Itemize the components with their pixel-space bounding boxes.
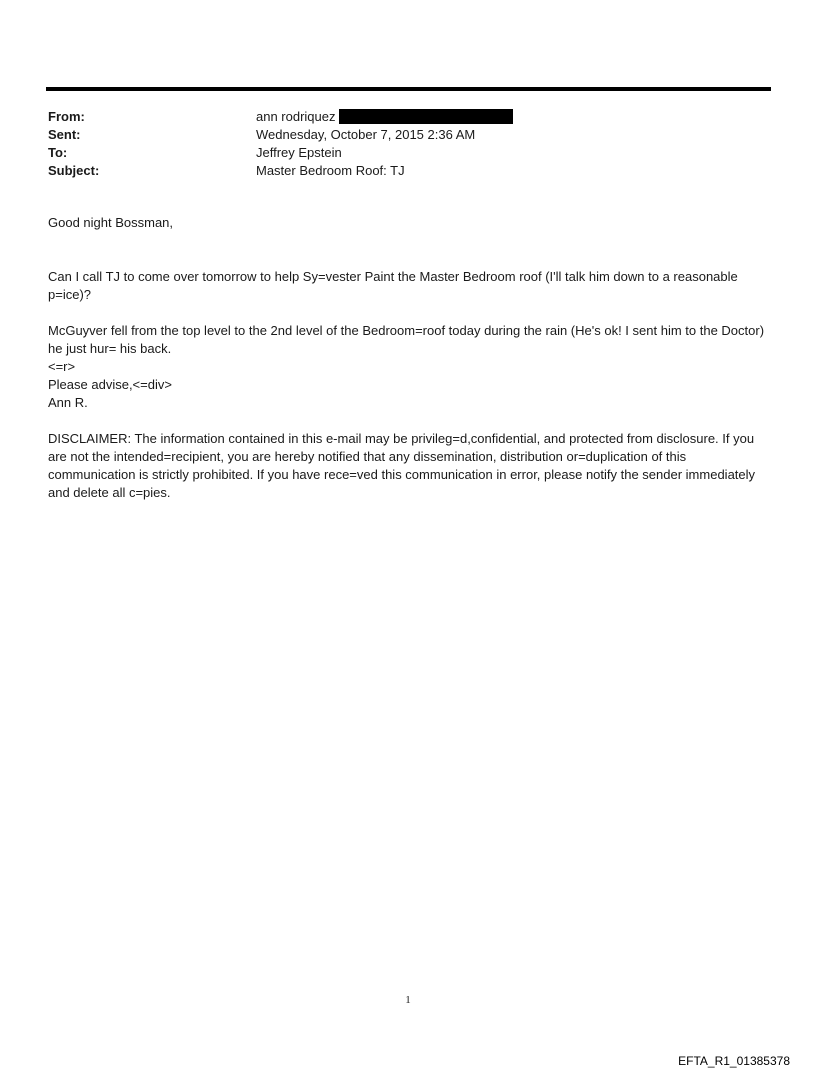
from-label: From: [48,109,85,124]
to-row [48,144,768,162]
page-number: 1 [405,994,411,1006]
to-label: To: [48,145,68,160]
to-value: Jeffrey Epstein [256,145,342,160]
subject-row [48,162,768,180]
email-body [48,214,772,502]
sent-label: Sent: [48,127,81,142]
subject-value: Master Bedroom Roof: TJ [256,163,405,178]
from-value [256,108,513,126]
sender-name: ann rodriquez [256,109,336,124]
disclaimer: DISCLAIMER: The information contained in this e-mail may be privileg=d,confidential, and protected from disclosure. If you are not the intended=recipient, you are hereby notified that any dissemination, distribution or=duplication of this communication is strictly prohibited. If you have rece=ved this communication in error, please notify the sender immediately and delete all c=pies. [48,431,756,500]
email-header [48,108,768,180]
closing: Please advise,<=div> [48,377,172,392]
body-paragraph-1: Can I call TJ to come over tomorrow to help Sy=vester Paint the Master Bedroom roof (I'll talk him down to a reasonable p=ice)? [48,269,738,302]
body-paragraph-2: McGuyver fell from the top level to the 2nd level of the Bedroom=roof today during the rain (He's ok! I sent him to the Doctor) he just hur= his back. [48,323,765,356]
bates-number: EFTA_R1_01385378 [678,1054,790,1068]
line-artifact: <=r> [48,359,76,374]
redaction-block [339,109,513,124]
signature: Ann R. [48,395,88,410]
sent-row [48,126,768,144]
subject-label: Subject: [48,163,100,178]
from-row [48,108,768,126]
greeting: Good night Bossman, [48,215,174,230]
header-divider [46,87,771,91]
sent-value: Wednesday, October 7, 2015 2:36 AM [256,127,476,142]
